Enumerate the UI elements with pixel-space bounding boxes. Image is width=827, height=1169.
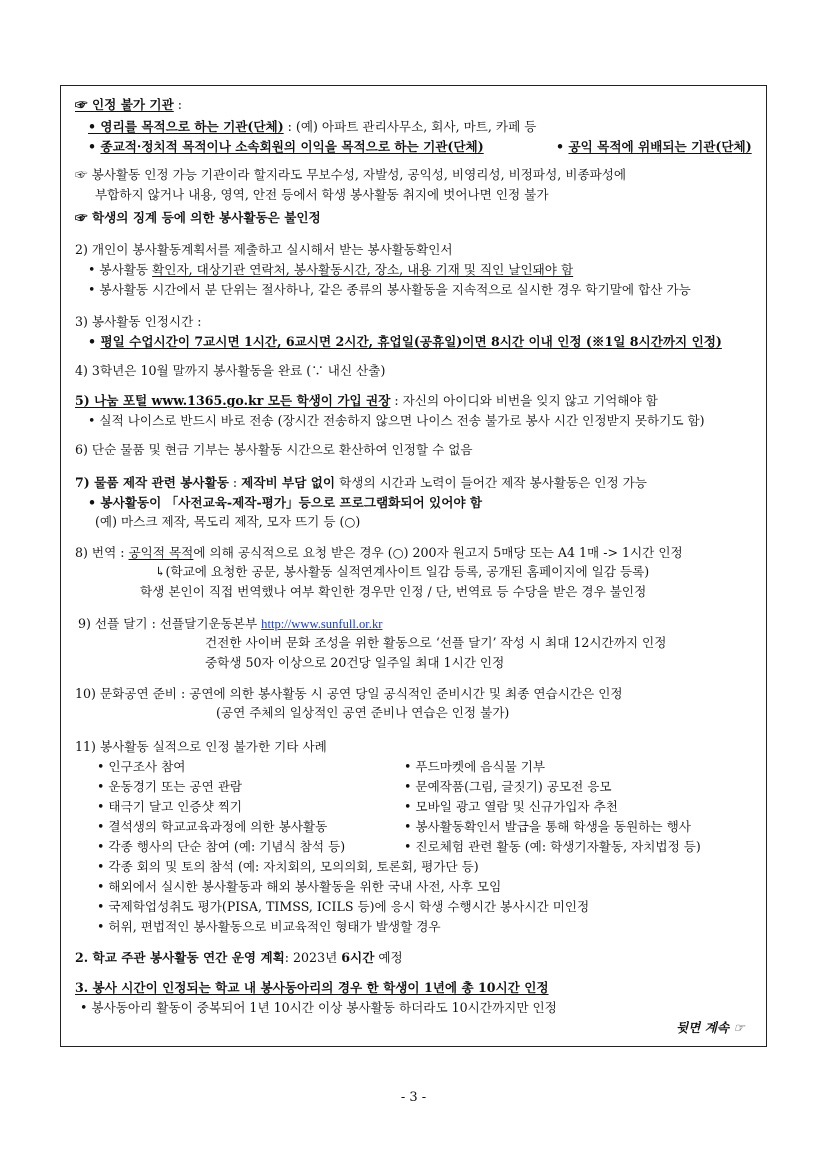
- s3-b1: 평일 수업시간이 7교시면 1시간, 6교시면 2시간, 휴업일(공휴일)이면 8시간 이내 인정 (※1일 8시간까지 인정): [100, 334, 722, 349]
- s9-pre: 9) 선플 달기 : 선플달기운동본부: [78, 616, 262, 631]
- s11-full-item: • 국제학업성취도 평가(PISA, TIMSS, ICILS 등)에 응시 학생 수행시간 봉사시간 미인정: [97, 899, 590, 914]
- s1-b1-rest: : (예) 아파트 관리사무소, 회사, 마트, 카페 등: [283, 119, 537, 134]
- s3-b1-bullet: •: [88, 334, 101, 349]
- s11-right-item: • 푸드마켓에 음식물 기부: [404, 759, 546, 774]
- s11-right-item: • 모바일 광고 열람 및 신규가입자 추천: [404, 799, 618, 814]
- s9-line-2: 건전한 사이버 문화 조성을 위한 활동으로 ‘선플 달기’ 작성 시 최대 12시간까지 인정: [205, 635, 667, 650]
- s8-pre: 8) 번역 :: [75, 545, 129, 560]
- s5-heading-bold: 5) 나눔 포털 www.1365.go.kr 모든 학생이 가입 권장: [75, 393, 391, 408]
- s3-bullet-1: [88, 333, 722, 350]
- s1-para-2-line-2: 부합하지 않거나 내용, 영역, 안전 등에서 학생 봉사활동 취지에 벗어나면 인정 불가: [95, 187, 549, 202]
- s8-underlined: 공익적 목적: [128, 545, 194, 560]
- s10-line-1: 10) 문화공연 준비 : 공연에 의한 봉사활동 시 공연 당일 공식적인 준비시간 및 최종 연습시간은 인정: [75, 686, 623, 701]
- sec2-hours: 6시간: [341, 950, 375, 965]
- sec2-tail: 예정: [374, 950, 403, 965]
- s7-sep: :: [228, 475, 242, 490]
- s8-rest: 에 의해 공식적으로 요청 받은 경우 (○) 200자 원고지 5매당 또는 A4 1매 -> 1시간 인정: [193, 545, 683, 560]
- s2-heading: 2) 개인이 봉사활동계획서를 제출하고 실시해서 받는 봉사활동확인서: [75, 242, 453, 257]
- s1-bullet-3: [556, 138, 752, 155]
- s11-right-item: • 진로체험 관련 활동 (예: 학생기자활동, 자치법정 등): [404, 839, 701, 854]
- s11-right-item: • 봉사활동확인서 발급을 통해 학생을 동원하는 행사: [404, 819, 691, 834]
- sec2-bold: 2. 학교 주관 봉사활동 연간 운영 계획: [75, 950, 285, 965]
- s9-line-3: 중학생 50자 이상으로 20건당 일주일 최대 1시간 인정: [205, 655, 505, 670]
- s5-heading: [75, 392, 658, 409]
- pointing-hand-icon: ☞: [733, 1020, 745, 1035]
- s11-left-item: • 각종 행사의 단순 참여 (예: 기념식 참석 등): [97, 839, 346, 854]
- page-number: - 3 -: [400, 1090, 427, 1105]
- sec2-colon: :: [284, 950, 294, 965]
- s7-mid-bold: 제작비 부담 없이: [241, 475, 336, 490]
- s11-left-item: • 태극기 달고 인증샷 찍기: [97, 799, 243, 814]
- sec2-year: 2023년: [293, 950, 342, 965]
- continue-text: 뒷면 계속: [676, 1020, 730, 1035]
- s9-line-1: [78, 615, 382, 633]
- s1-b2b: 공익 목적에 위배되는 기관(단체): [568, 139, 752, 154]
- s7-rest: 학생의 시간과 노력이 들어간 제작 봉사활동은 인정 가능: [335, 475, 647, 490]
- continue-note: [676, 1019, 745, 1036]
- s11-full-item: • 각종 회의 및 토의 참석 (예: 자치회의, 모의의회, 토론회, 평가단 등): [97, 859, 479, 874]
- s3-heading: 3) 봉사활동 인정시간 :: [75, 314, 202, 329]
- s7-head-bold: 7) 물품 제작 관련 봉사활동: [75, 475, 229, 490]
- sec2-line: [75, 949, 403, 966]
- s11-full-item: • 허위, 편법적인 봉사활동으로 비교육적인 형태가 발생할 경우: [97, 919, 441, 934]
- s1-b2a: 종교적·정치적 목적이나 소속회원의 이익을 목적으로 하는 기관(단체): [100, 139, 484, 154]
- s1-bullet-1: [88, 118, 536, 135]
- s7-bullet-1: • 봉사활동이 「사전교육-제작-평가」등으로 프로그램화되어 있어야 함: [88, 495, 483, 510]
- s1-para-2-line-1: ☞ 봉사활동 인정 가능 기관이라 할지라도 무보수성, 자발성, 공익성, 비영리성, 비정파성, 비종파성에: [75, 167, 627, 182]
- s6-text: 6) 단순 물품 및 현금 기부는 봉사활동 시간으로 환산하여 인정할 수 없음: [75, 442, 473, 457]
- s8-line-3: 학생 본인이 직접 번역했나 여부 확인한 경우만 인정 / 단, 번역료 등 수당을 받은 경우 불인정: [140, 584, 647, 599]
- s11-full-item: • 해외에서 실시한 봉사활동과 해외 봉사활동을 위한 국내 사전, 사후 모임: [97, 879, 502, 894]
- s1-title-line: [75, 96, 182, 113]
- s10-line-2: (공연 주체의 일상적인 공연 준비나 연습은 인정 불가): [216, 705, 510, 720]
- s1-title: ☞ 인정 불가 기관: [75, 97, 174, 112]
- s1-b2a-bullet: •: [88, 139, 101, 154]
- s7-example: (예) 마스크 제작, 목도리 제작, 모자 뜨기 등 (○): [95, 514, 361, 529]
- s8-line-2: ↳(학교에 요청한 공문, 봉사활동 실적연계사이트 일감 등록, 공개된 홈페이지에 일감 등록): [155, 564, 650, 579]
- sec3-heading: 3. 봉사 시간이 인정되는 학교 내 봉사동아리의 경우 한 학생이 1년에 총 10시간 인정: [75, 980, 549, 995]
- s2-b1-pre: • 봉사활동: [88, 262, 153, 277]
- s2-bullet-2: • 봉사활동 시간에서 분 단위는 절사하나, 같은 종류의 봉사활동을 지속적으로 실시한 경우 학기말에 합산 가능: [88, 282, 691, 297]
- s11-right-item: • 문예작품(그림, 글짓기) 공모전 응모: [404, 779, 612, 794]
- s1-b1-label: • 영리를 목적으로 하는 기관(단체): [88, 119, 284, 134]
- s11-left-item: • 인구조사 참여: [97, 759, 186, 774]
- s11-heading: 11) 봉사활동 실적으로 인정 불가한 기타 사례: [75, 739, 327, 754]
- s9-link[interactable]: http://www.sunfull.or.kr: [261, 617, 383, 631]
- s1-b2b-bullet: •: [556, 139, 569, 154]
- s1-para-3: ☞ 학생의 징계 등에 의한 봉사활동은 불인정: [75, 210, 321, 225]
- s5-bullet-1: • 실적 나이스로 반드시 바로 전송 (장시간 전송하지 않으면 나이스 전송 불가로 봉사 시간 인정받지 못하기도 함): [88, 413, 705, 428]
- s2-b1-underlined: 확인자, 대상기관 연락처, 봉사활동시간, 장소, 내용 기재 및 직인 날인돼야 함: [152, 262, 574, 277]
- s7-heading: [75, 474, 647, 491]
- s2-bullet-1: [88, 261, 573, 278]
- s1-title-colon: :: [173, 97, 182, 112]
- s5-heading-rest: : 자신의 아이디와 비번을 잊지 않고 기억해야 함: [390, 393, 658, 408]
- s8-line-1: [75, 544, 683, 561]
- s11-left-item: • 결석생의 학교교육과정에 의한 봉사활동: [97, 819, 328, 834]
- sec3-bullet-1: • 봉사동아리 활동이 중복되어 1년 10시간 이상 봉사활동 하더라도 10시간까지만 인정: [80, 1000, 557, 1015]
- s4-text: 4) 3학년은 10월 말까지 봉사활동을 완료 (∵ 내신 산출): [75, 363, 386, 378]
- s11-left-item: • 운동경기 또는 공연 관람: [97, 779, 243, 794]
- s1-bullet-2: [88, 138, 484, 155]
